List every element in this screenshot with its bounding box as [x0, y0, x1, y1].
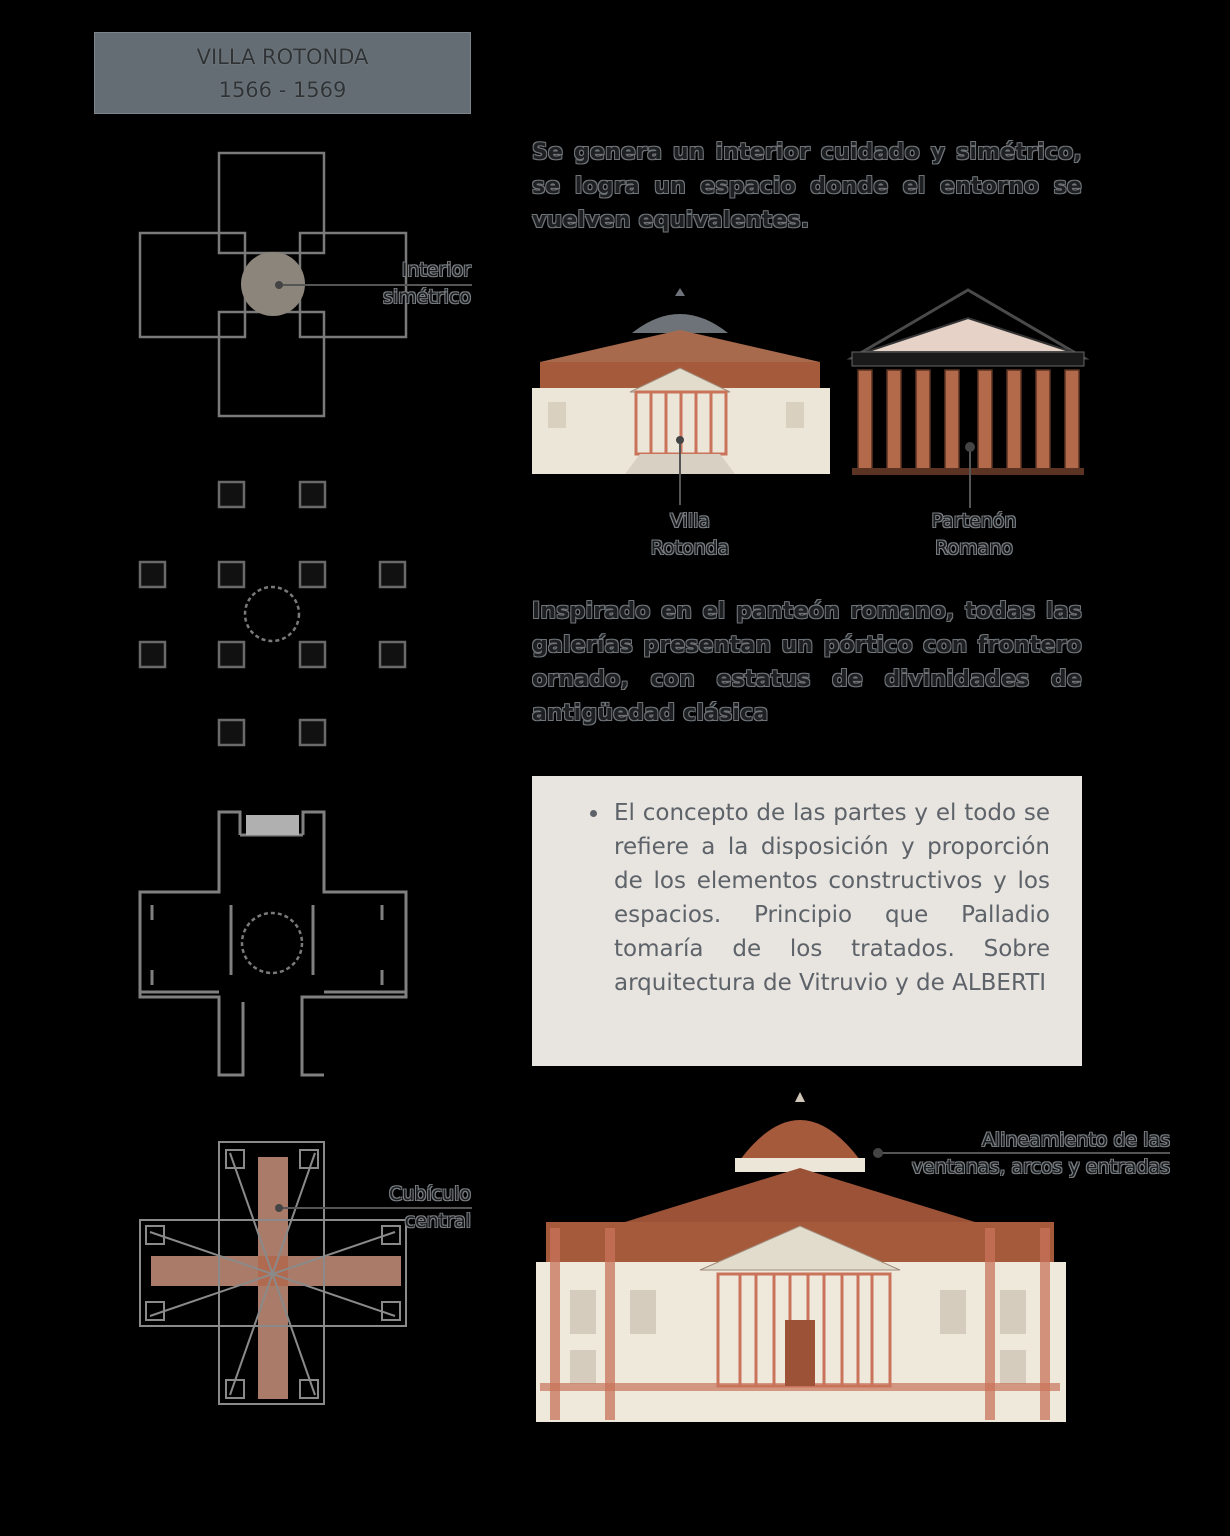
note-box [532, 776, 1082, 1066]
title-line-1: VILLA ROTONDA [196, 45, 369, 69]
plan-columns [140, 482, 405, 745]
villa-rotonda-drawing [532, 288, 830, 505]
label-interior: Interior simétrico [383, 259, 471, 308]
label-cubiculo: Cubículo central [388, 1183, 471, 1232]
note-item: • El concepto de las partes y el todo se refiere a la disposición y proporción de los elementos constructivos y los espacios. Principio que Palladio tomaría de los tratados. Sobre arquitectura de Vitruvio y de ALBERTI [610, 796, 1050, 1000]
label-villa-rotonda: Villa Rotonda [650, 510, 730, 559]
label-partenon: Partenón Romano [931, 510, 1017, 559]
paragraph-simetria: Se genera un interior cuidado y simétrico, se logra un espacio donde el entorno se vuelven equivalentes. [532, 140, 1082, 233]
title-line-2: 1566 - 1569 [218, 78, 347, 102]
plan-walls [140, 812, 406, 1075]
paragraph-panteon: Inspirado en el panteón romano, todas las galerías presentan un pórtico con frontero ornado, con estatus de divinidades de antigüedad clásica [532, 599, 1082, 726]
note-list [532, 776, 1082, 1000]
partenon-drawing [852, 290, 1084, 508]
label-alineamiento: Alineamiento de las ventanas, arcos y entradas [911, 1129, 1170, 1178]
